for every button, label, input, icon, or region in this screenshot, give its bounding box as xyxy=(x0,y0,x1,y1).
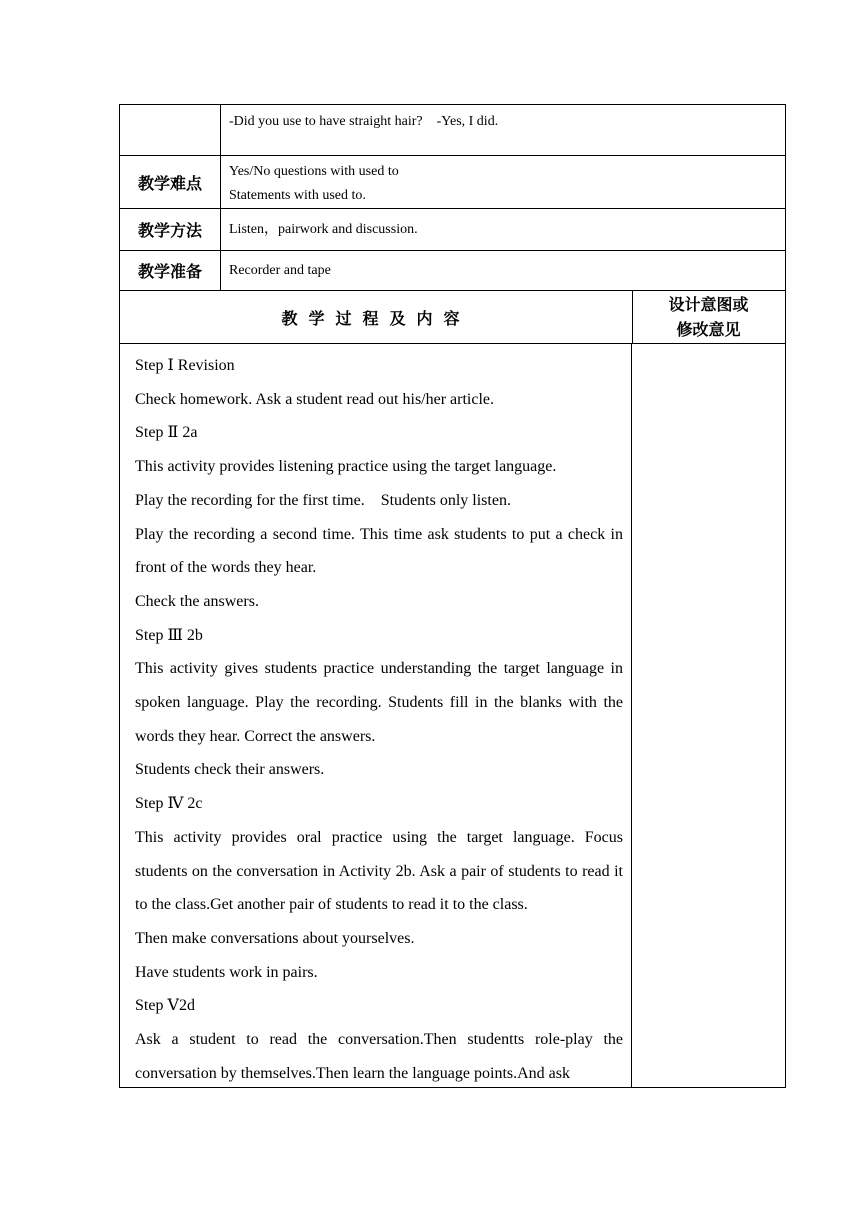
process-line: Students check their answers. xyxy=(135,761,325,779)
teaching-method-text: Listen，pairwork and discussion. xyxy=(229,221,418,237)
process-header-row xyxy=(119,290,786,344)
teaching-difficulty-label: 教学难点 xyxy=(120,156,221,208)
design-intent-line-2: 修改意见 xyxy=(676,320,741,339)
process-line: Play the recording for the first time. Students only listen. xyxy=(135,491,511,509)
process-line: Check the answers. xyxy=(135,592,259,610)
teaching-preparation-text: Recorder and tape xyxy=(229,262,331,278)
teaching-preparation-label: 教学准备 xyxy=(120,251,221,290)
process-title: 教学过程及内容 xyxy=(120,291,633,343)
process-line: Play the recording a second time. This time ask students to put a check in front of the words they hear. xyxy=(135,525,623,577)
teaching-difficulty-value xyxy=(221,156,785,208)
process-line: This activity gives students practice understanding the target language in spoken language. Play the recording. Students fill in the blanks with the words they hear. Correct the answers. xyxy=(135,660,623,745)
teaching-preparation-row xyxy=(119,250,786,291)
process-line: Step Ⅴ2d xyxy=(135,997,195,1015)
design-intent-title xyxy=(632,291,785,343)
process-line: Step Ⅲ 2b xyxy=(135,626,203,644)
process-line: Step Ⅱ 2a xyxy=(135,424,198,442)
teaching-method-value xyxy=(221,209,785,250)
teaching-difficulty-row xyxy=(119,155,786,209)
key-sentence-label xyxy=(120,105,221,155)
design-intent-line-1: 设计意图或 xyxy=(668,295,749,314)
teaching-method-row xyxy=(119,208,786,251)
process-content xyxy=(120,344,632,1087)
key-sentence-text: -Did you use to have straight hair? -Yes, I did. xyxy=(229,114,499,129)
process-line: Step Ⅳ 2c xyxy=(135,795,203,813)
teaching-preparation-value xyxy=(221,251,785,290)
process-line: Check homework. Ask a student read out his/her article. xyxy=(135,390,495,408)
process-body-row xyxy=(119,343,786,1088)
key-sentence-row xyxy=(119,104,786,156)
process-line: This activity provides listening practice using the target language. xyxy=(135,458,557,476)
design-intent-column xyxy=(632,344,785,1087)
teaching-method-label: 教学方法 xyxy=(120,209,221,250)
process-line: This activity provides oral practice using the target language. Focus students on the conversation in Activity 2b. Ask a pair of students to read it to the class.Get another pair of students to read it to the class. xyxy=(135,828,623,914)
process-line: Then make conversations about yourselves. xyxy=(135,929,415,947)
process-line: Ask a student to read the conversation.Then studentts role-play the conversation by themselves.Then learn the language points.And ask xyxy=(135,1031,623,1082)
difficulty-line-2: Statements with used to. xyxy=(229,188,366,203)
difficulty-line-1: Yes/No questions with used to xyxy=(229,164,399,179)
key-sentence-value xyxy=(221,105,785,155)
process-line: Step Ⅰ Revision xyxy=(135,357,235,374)
process-line: Have students work in pairs. xyxy=(135,963,318,981)
